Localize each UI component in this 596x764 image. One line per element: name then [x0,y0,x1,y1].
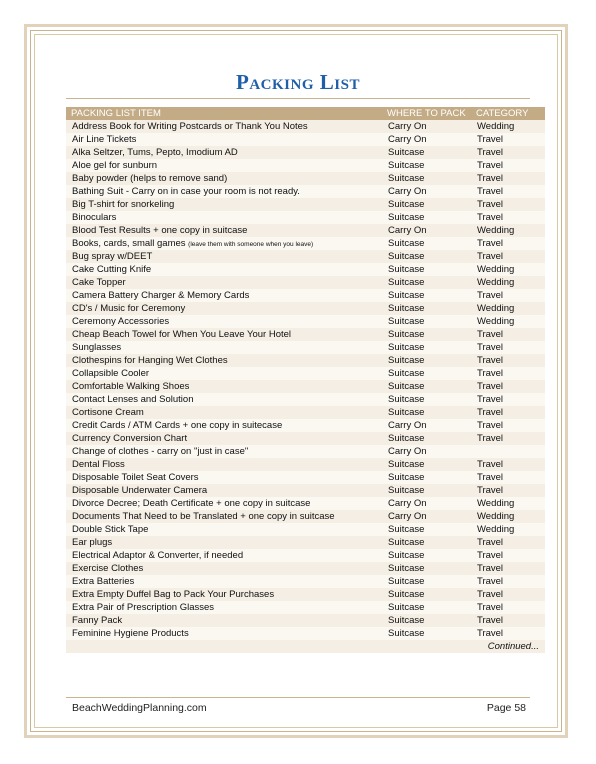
cell-item [66,315,382,328]
item-text: Electrical Adaptor & Converter, if needed [72,550,244,561]
table-row [66,458,545,471]
cell-category: Wedding [471,302,545,315]
cell-item [66,185,382,198]
cell-where: Suitcase [382,289,471,302]
table-row [66,172,545,185]
table-row [66,133,545,146]
item-text: Binoculars [72,212,117,223]
table-row [66,510,545,523]
item-text: Baby powder (helps to remove sand) [72,173,228,184]
cell-item [66,224,382,237]
cell-item [66,250,382,263]
cell-item [66,354,382,367]
table-row [66,627,545,640]
cell-category: Travel [471,458,545,471]
cell-where: Suitcase [382,380,471,393]
footer-page-number: Page 58 [486,702,526,714]
item-text: Bathing Suit - Carry on in case your room is not ready. [72,186,300,197]
table-row [66,367,545,380]
cell-where: Suitcase [382,172,471,185]
cell-category: Travel [471,328,545,341]
cell-item [66,393,382,406]
item-note: (leave them with someone when you leave) [188,241,314,248]
table-row [66,237,545,250]
item-text: CD's / Music for Ceremony [72,303,186,314]
cell-category: Wedding [471,315,545,328]
item-text: Blood Test Results + one copy in suitcase [72,225,248,236]
table-row [66,614,545,627]
item-text: Bug spray w/DEET [72,251,153,262]
footer-divider [66,697,530,698]
table-row [66,159,545,172]
table-row [66,341,545,354]
cell-item [66,575,382,588]
item-text: Cake Topper [72,277,126,288]
cell-where: Suitcase [382,276,471,289]
table-row [66,211,545,224]
cell-where: Suitcase [382,146,471,159]
table-row [66,328,545,341]
cell-category: Travel [471,172,545,185]
item-text: Change of clothes - carry on "just in case" [72,446,249,457]
cell-item [66,172,382,185]
item-text: Exercise Clothes [72,563,144,574]
item-text: Books, cards, small games [72,238,186,249]
table-header-row [66,107,545,120]
item-text: Alka Seltzer, Tums, Pepto, Imodium AD [72,147,238,158]
table-body [66,120,545,653]
item-text: Clothespins for Hanging Wet Clothes [72,355,228,366]
cell-where: Suitcase [382,627,471,640]
table-row [66,276,545,289]
cell-where: Suitcase [382,315,471,328]
table-row [66,185,545,198]
cell-where: Suitcase [382,250,471,263]
item-text: Extra Empty Duffel Bag to Pack Your Purchases [72,589,275,600]
item-text: Disposable Toilet Seat Covers [72,472,199,483]
item-text: Documents That Need to be Translated + one copy in suitcase [72,511,335,522]
table-row [66,432,545,445]
cell-item [66,549,382,562]
cell-where: Carry On [382,510,471,523]
cell-item [66,302,382,315]
cell-item [66,328,382,341]
cell-category: Travel [471,432,545,445]
table-row [66,224,545,237]
cell-where: Carry On [382,133,471,146]
cell-category: Travel [471,614,545,627]
cell-where: Suitcase [382,575,471,588]
table-row [66,120,545,133]
cell-where: Suitcase [382,393,471,406]
cell-item [66,159,382,172]
table-row [66,523,545,536]
cell-item [66,497,382,510]
cell-category: Travel [471,406,545,419]
cell-category: Wedding [471,263,545,276]
item-text: Currency Conversion Chart [72,433,188,444]
header-category: CATEGORY [471,107,545,120]
cell-category: Travel [471,341,545,354]
table-row [66,380,545,393]
cell-category: Travel [471,549,545,562]
cell-item [66,627,382,640]
table-row [66,601,545,614]
item-text: Cortisone Cream [72,407,144,418]
cell-item [66,146,382,159]
continued-blank [382,640,471,653]
cell-category: Travel [471,627,545,640]
cell-where: Suitcase [382,458,471,471]
cell-item [66,458,382,471]
cell-where: Carry On [382,120,471,133]
item-text: Disposable Underwater Camera [72,485,208,496]
continued-row [66,640,545,653]
cell-where: Suitcase [382,406,471,419]
table-row [66,302,545,315]
cell-category: Wedding [471,497,545,510]
item-text: Credit Cards / ATM Cards + one copy in suitecase [72,420,283,431]
page-title [0,70,596,95]
cell-where: Suitcase [382,198,471,211]
header-item: PACKING LIST ITEM [66,107,382,120]
cell-category: Wedding [471,510,545,523]
item-text: Collapsible Cooler [72,368,150,379]
cell-where: Suitcase [382,302,471,315]
item-text: Double Stick Tape [72,524,149,535]
item-text: Dental Floss [72,459,125,470]
cell-where: Suitcase [382,263,471,276]
cell-item [66,614,382,627]
table-row [66,289,545,302]
cell-category [471,445,545,458]
cell-category: Travel [471,419,545,432]
cell-where: Carry On [382,497,471,510]
table-row [66,406,545,419]
cell-item [66,380,382,393]
item-text: Sunglasses [72,342,122,353]
cell-category: Travel [471,367,545,380]
item-text: Address Book for Writing Postcards or Thank You Notes [72,121,308,132]
table-row [66,536,545,549]
cell-item [66,510,382,523]
cell-category: Travel [471,471,545,484]
title-divider [66,98,530,99]
cell-item [66,406,382,419]
cell-category: Wedding [471,276,545,289]
item-text: Aloe gel for sunburn [72,160,158,171]
cell-where: Suitcase [382,601,471,614]
table-row [66,484,545,497]
cell-item [66,601,382,614]
cell-where: Suitcase [382,549,471,562]
item-text: Cheap Beach Towel for When You Leave Your Hotel [72,329,292,340]
cell-where: Suitcase [382,471,471,484]
cell-where: Suitcase [382,159,471,172]
cell-category: Travel [471,393,545,406]
cell-item [66,419,382,432]
cell-category: Travel [471,484,545,497]
table-row [66,354,545,367]
cell-item [66,198,382,211]
table-row [66,497,545,510]
cell-category: Wedding [471,224,545,237]
table-row [66,198,545,211]
cell-where: Suitcase [382,562,471,575]
cell-category: Travel [471,354,545,367]
cell-item [66,562,382,575]
cell-where: Suitcase [382,341,471,354]
cell-item [66,523,382,536]
item-text: Air Line Tickets [72,134,137,145]
cell-category: Travel [471,601,545,614]
cell-where: Carry On [382,224,471,237]
cell-item [66,536,382,549]
table-row [66,588,545,601]
cell-category: Travel [471,133,545,146]
cell-category: Travel [471,588,545,601]
item-text: Camera Battery Charger & Memory Cards [72,290,250,301]
cell-category: Travel [471,198,545,211]
cell-item [66,341,382,354]
header-where: WHERE TO PACK [382,107,471,120]
cell-category: Travel [471,250,545,263]
cell-category: Travel [471,562,545,575]
cell-item [66,588,382,601]
cell-category: Travel [471,211,545,224]
packing-list-table [66,107,545,653]
cell-where: Suitcase [382,588,471,601]
item-text: Extra Pair of Prescription Glasses [72,602,215,613]
item-text: Ear plugs [72,537,113,548]
cell-category: Travel [471,536,545,549]
cell-category: Travel [471,237,545,250]
cell-where: Carry On [382,445,471,458]
cell-where: Carry On [382,419,471,432]
cell-where: Suitcase [382,536,471,549]
title-text: Packing List [236,70,360,94]
item-text: Ceremony Accessories [72,316,170,327]
cell-item [66,484,382,497]
cell-where: Suitcase [382,614,471,627]
cell-where: Suitcase [382,328,471,341]
table-row [66,562,545,575]
cell-where: Suitcase [382,484,471,497]
table-row [66,445,545,458]
table-row [66,575,545,588]
cell-where: Suitcase [382,432,471,445]
item-text: Contact Lenses and Solution [72,394,194,405]
item-text: Feminine Hygiene Products [72,628,189,639]
continued-blank [66,640,382,653]
cell-item [66,276,382,289]
cell-where: Carry On [382,185,471,198]
cell-item [66,432,382,445]
cell-item [66,471,382,484]
footer-website: BeachWeddingPlanning.com [72,702,207,714]
item-text: Divorce Decree; Death Certificate + one copy in suitcase [72,498,311,509]
cell-where: Suitcase [382,367,471,380]
cell-where: Suitcase [382,237,471,250]
cell-item [66,237,382,250]
cell-item [66,133,382,146]
cell-where: Suitcase [382,354,471,367]
table-row [66,315,545,328]
cell-category: Wedding [471,523,545,536]
cell-category: Travel [471,185,545,198]
item-text: Cake Cutting Knife [72,264,152,275]
table-row [66,393,545,406]
continued-label: Continued... [471,640,545,653]
item-text: Big T-shirt for snorkeling [72,199,175,210]
cell-item [66,445,382,458]
cell-item [66,211,382,224]
cell-category: Travel [471,289,545,302]
item-text: Extra Batteries [72,576,135,587]
table-row [66,419,545,432]
cell-item [66,367,382,380]
table-row [66,146,545,159]
table-row [66,549,545,562]
item-text: Fanny Pack [72,615,123,626]
cell-where: Suitcase [382,211,471,224]
cell-category: Travel [471,380,545,393]
table-row [66,263,545,276]
cell-item [66,289,382,302]
table-row [66,471,545,484]
item-text: Comfortable Walking Shoes [72,381,190,392]
cell-item [66,120,382,133]
cell-item [66,263,382,276]
cell-category: Travel [471,159,545,172]
cell-where: Suitcase [382,523,471,536]
cell-category: Travel [471,575,545,588]
table-row [66,250,545,263]
cell-category: Travel [471,146,545,159]
cell-category: Wedding [471,120,545,133]
